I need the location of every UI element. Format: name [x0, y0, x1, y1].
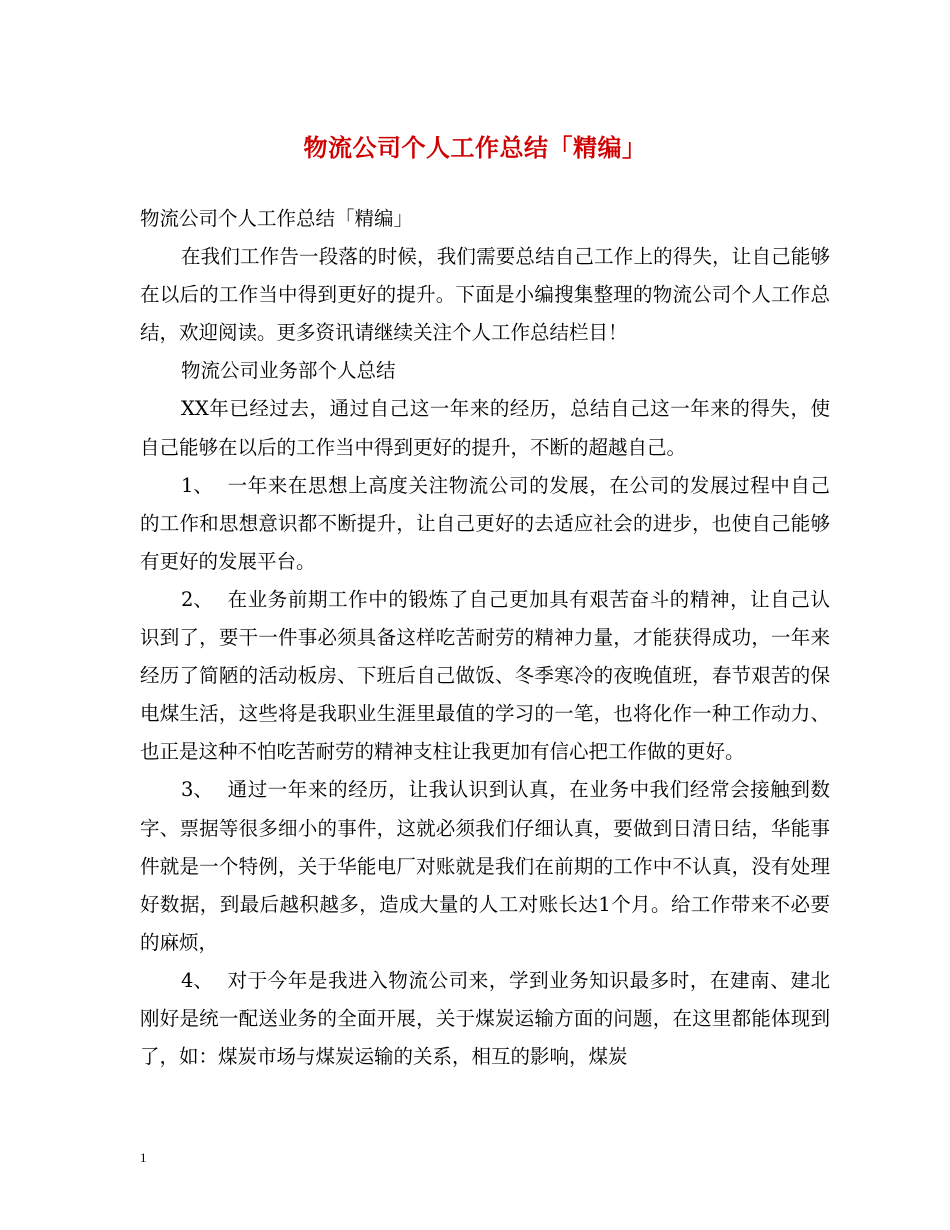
- section-heading: 物流公司业务部个人总结: [181, 359, 396, 383]
- list-item: [140, 581, 830, 771]
- list-item: [140, 962, 830, 1076]
- page-number: 1: [140, 1150, 147, 1165]
- item-text: 对于今年是我进入物流公司来，学到业务知识最多时，在建南、建北刚好是统一配送业务的全面开展，关于煤炭运输方面的问题，在这里都能体现到了，如：煤炭市场与煤炭运输的关系，相互的影响，煤炭: [140, 968, 830, 1069]
- document-title: 物流公司个人工作总结「精编」: [303, 133, 647, 162]
- intro-paragraph: 在我们工作告一段落的时候，我们需要总结自己工作上的得失，让自己能够在以后的工作当中得到更好的提升。下面是小编搜集整理的物流公司个人工作总结，欢迎阅读。更多资讯请继续关注个人工作总结栏目！: [140, 245, 830, 345]
- item-number: 3、: [181, 778, 213, 802]
- item-text: 在业务前期工作中的锻炼了自己更加具有艰苦奋斗的精神，让自己认识到了，要干一件事必须具备这样吃苦耐劳的精神力量，才能获得成功，一年来经历了简陋的活动板房、下班后自己做饭、冬季寒冷的夜晚值班，春节艰苦的保电煤生活，这些将是我职业生涯里最值的学习的一笔，也将化作一种工作动力、也正是这种不怕吃苦耐劳的精神支柱让我更加有信心把工作做的更好。: [140, 587, 830, 764]
- item-text: 一年来在思想上高度关注物流公司的发展，在公司的发展过程中自己的工作和思想意识都不断提升，让自己更好的去适应社会的进步，也使自己能够有更好的发展平台。: [140, 473, 830, 573]
- document-body: [140, 200, 830, 1076]
- list-item: [140, 771, 830, 961]
- item-text: 通过一年来的经历，让我认识到认真，在业务中我们经常会接触到数字、票据等很多细小的事件，这就必须我们仔细认真，要做到日清日结，华能事件就是一个特例，关于华能电厂对账就是我们在前期的工作中不认真，没有处理好数据，到最后越积越多，造成大量的人工对账长达1个月。给工作带来不必要的麻烦，: [140, 778, 830, 954]
- item-number: 4、: [181, 968, 213, 992]
- opening-paragraph: XX年已经过去，通过自己这一年来的经历，总结自己这一年来的得失，使自己能够在以后的工作当中得到更好的提升，不断的超越自己。: [140, 397, 830, 459]
- item-number: 1、: [181, 473, 213, 497]
- heading-line: 物流公司个人工作总结「精编」: [140, 207, 414, 230]
- item-number: 2、: [181, 587, 213, 611]
- list-item: [140, 467, 830, 581]
